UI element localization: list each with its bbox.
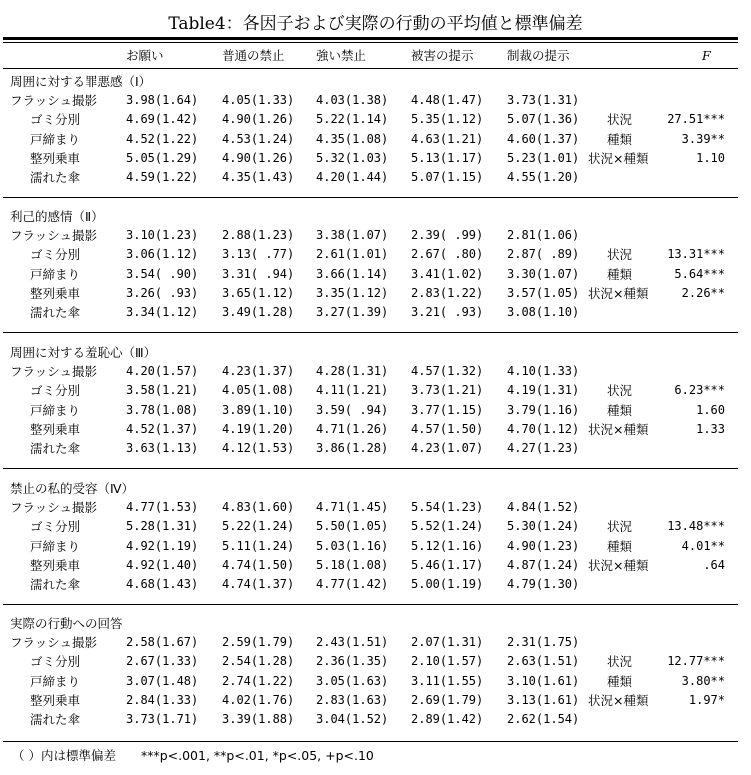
mean-sd-cell: 3.31( .94)	[222, 266, 295, 281]
mean-sd-cell: 5.52(1.24)	[411, 519, 484, 534]
f-value: 1.33	[696, 421, 725, 436]
effect-label: 状況	[607, 112, 633, 128]
mean-sd-cell: 4.35(1.08)	[316, 131, 389, 146]
mean-sd-cell: 4.74(1.37)	[222, 577, 295, 591]
mean-sd-cell: 3.89(1.10)	[222, 402, 295, 417]
mean-sd-cell: 4.71(1.26)	[316, 421, 389, 436]
table-row	[0, 575, 751, 594]
mean-sd-cell: 4.70(1.12)	[507, 421, 580, 436]
mean-sd-cell: 2.39( .99)	[411, 228, 484, 243]
mean-sd-cell: 4.55(1.20)	[507, 170, 580, 184]
mean-sd-cell: 4.90(1.23)	[507, 538, 580, 553]
mean-sd-cell: 2.67( .80)	[411, 247, 484, 262]
table-row	[0, 517, 751, 536]
table-row	[0, 401, 751, 420]
row-label: 戸締まり	[30, 266, 81, 282]
row-label: 整列乗車	[30, 150, 81, 166]
row-label: ゴミ分別	[30, 519, 81, 535]
table-row	[0, 110, 751, 129]
mean-sd-cell: 2.81(1.06)	[507, 228, 580, 243]
mean-sd-cell: 4.53(1.24)	[222, 131, 295, 146]
mean-sd-cell: 3.58(1.21)	[126, 383, 199, 398]
mean-sd-cell: 3.73(1.31)	[507, 93, 580, 108]
table-footnote: （ ）内は標準偏差 ***p<.001, **p<.01, *p<.05, +p<.10	[12, 748, 374, 763]
mean-sd-cell: 3.34(1.12)	[126, 305, 199, 319]
mean-sd-cell: 5.22(1.14)	[316, 112, 389, 127]
row-label: フラッシュ撮影	[10, 228, 98, 244]
table-row	[0, 303, 751, 322]
effect-label: 種類	[607, 266, 633, 282]
mean-sd-cell: 3.10(1.61)	[507, 673, 580, 688]
effect-label: 状況×種類	[588, 150, 649, 166]
table-row	[0, 91, 751, 110]
mean-sd-cell: 4.10(1.33)	[507, 364, 580, 379]
row-label: 戸締まり	[30, 673, 81, 689]
mean-sd-cell: 4.84(1.52)	[507, 500, 580, 515]
mean-sd-cell: 4.35(1.43)	[222, 170, 295, 184]
effect-label: 種類	[607, 673, 633, 689]
mean-sd-cell: 3.35(1.12)	[316, 285, 389, 300]
mean-sd-cell: 3.13( .77)	[222, 247, 295, 262]
mean-sd-cell: 4.20(1.57)	[126, 364, 199, 379]
col-header-onegai: お願い	[126, 48, 164, 63]
row-label: フラッシュ撮影	[10, 364, 98, 380]
mean-sd-cell: 3.79(1.16)	[507, 402, 580, 417]
section-divider	[3, 468, 738, 469]
mean-sd-cell: 3.38(1.07)	[316, 228, 389, 243]
mean-sd-cell: 2.58(1.67)	[126, 635, 199, 650]
mean-sd-cell: 3.65(1.12)	[222, 285, 295, 300]
effect-label: 状況×種類	[588, 557, 649, 573]
mean-sd-cell: 5.07(1.36)	[507, 112, 580, 127]
mean-sd-cell: 4.90(1.26)	[222, 150, 295, 165]
mean-sd-cell: 4.03(1.38)	[316, 93, 389, 108]
mean-sd-cell: 3.26( .93)	[126, 285, 199, 300]
row-label: ゴミ分別	[30, 383, 81, 399]
mean-sd-cell: 5.35(1.12)	[411, 112, 484, 127]
mean-sd-cell: 5.12(1.16)	[411, 538, 484, 553]
section-title	[0, 614, 751, 633]
bottom-rule	[3, 741, 738, 742]
mean-sd-cell: 2.67(1.33)	[126, 654, 199, 669]
effect-label: 種類	[607, 131, 633, 147]
col-header-tsuyoi-kinshi: 強い禁止	[316, 48, 367, 63]
table-row	[0, 362, 751, 381]
mean-sd-cell: 2.10(1.57)	[411, 654, 484, 669]
f-value: 5.64***	[674, 266, 725, 281]
mean-sd-cell: 4.83(1.60)	[222, 500, 295, 515]
top-rule	[3, 37, 738, 40]
row-label: ゴミ分別	[30, 247, 81, 263]
table-row	[0, 633, 751, 652]
f-value: 1.60	[696, 402, 725, 417]
section-divider	[3, 197, 738, 198]
mean-sd-cell: 5.30(1.24)	[507, 519, 580, 534]
effect-label: 状況×種類	[588, 285, 649, 301]
table-row	[0, 652, 751, 671]
section-title-text: 実際の行動への回答	[10, 616, 123, 631]
mean-sd-cell: 4.27(1.23)	[507, 441, 580, 455]
mean-sd-cell: 2.69(1.79)	[411, 692, 484, 707]
f-value: 27.51***	[667, 112, 725, 127]
mean-sd-cell: 5.07(1.15)	[411, 170, 484, 184]
mean-sd-cell: 5.18(1.08)	[316, 557, 389, 572]
mean-sd-cell: 4.92(1.19)	[126, 538, 199, 553]
section-title	[0, 207, 751, 226]
mean-sd-cell: 3.05(1.63)	[316, 673, 389, 688]
mean-sd-cell: 3.73(1.71)	[126, 712, 199, 726]
section-title-text: 周囲に対する羞恥心（Ⅲ）	[10, 345, 157, 360]
table-row	[0, 439, 751, 458]
table-row	[0, 149, 751, 168]
mean-sd-cell: 2.84(1.33)	[126, 692, 199, 707]
row-label: 濡れた傘	[30, 170, 81, 185]
table-row	[0, 420, 751, 439]
mean-sd-cell: 4.52(1.37)	[126, 421, 199, 436]
mean-sd-cell: 2.83(1.63)	[316, 692, 389, 707]
row-label: ゴミ分別	[30, 654, 81, 670]
mean-sd-cell: 3.98(1.64)	[126, 93, 199, 108]
table-row	[0, 710, 751, 729]
mean-sd-cell: 3.73(1.21)	[411, 383, 484, 398]
mean-sd-cell: 4.28(1.31)	[316, 364, 389, 379]
mean-sd-cell: 3.08(1.10)	[507, 305, 580, 319]
f-value: 13.48***	[667, 519, 725, 534]
mean-sd-cell: 4.68(1.43)	[126, 577, 199, 591]
col-header-seisai: 制裁の提示	[507, 48, 570, 63]
row-label: 整列乗車	[30, 285, 81, 301]
mean-sd-cell: 4.52(1.22)	[126, 131, 199, 146]
mean-sd-cell: 5.54(1.23)	[411, 500, 484, 515]
section-title	[0, 343, 751, 362]
row-label: 戸締まり	[30, 538, 81, 554]
effect-label: 状況	[607, 247, 633, 263]
mean-sd-cell: 5.23(1.01)	[507, 150, 580, 165]
mean-sd-cell: 4.59(1.22)	[126, 170, 199, 184]
mean-sd-cell: 5.46(1.17)	[411, 557, 484, 572]
table-row	[0, 226, 751, 245]
mean-sd-cell: 3.78(1.08)	[126, 402, 199, 417]
row-label: 整列乗車	[30, 557, 81, 573]
mean-sd-cell: 4.77(1.53)	[126, 500, 199, 515]
mean-sd-cell: 5.03(1.16)	[316, 538, 389, 553]
section-title-text: 利己的感情（Ⅱ）	[10, 209, 104, 224]
effect-label: 種類	[607, 402, 633, 418]
mean-sd-cell: 2.83(1.22)	[411, 285, 484, 300]
f-value: 12.77***	[667, 654, 725, 669]
table-row	[0, 284, 751, 303]
mean-sd-cell: 3.27(1.39)	[316, 305, 389, 319]
table-row	[0, 498, 751, 517]
mean-sd-cell: 3.04(1.52)	[316, 712, 389, 726]
row-label: 濡れた傘	[30, 441, 81, 456]
effect-label: 種類	[607, 538, 633, 554]
mean-sd-cell: 3.39(1.88)	[222, 712, 295, 726]
f-value: 13.31***	[667, 247, 725, 262]
effect-label: 状況×種類	[588, 692, 649, 708]
mean-sd-cell: 2.36(1.35)	[316, 654, 389, 669]
row-label: 戸締まり	[30, 402, 81, 418]
mean-sd-cell: 2.61(1.01)	[316, 247, 389, 262]
mean-sd-cell: 4.19(1.20)	[222, 421, 295, 436]
section-title-text: 禁止の私的受容（Ⅳ）	[10, 481, 135, 496]
mean-sd-cell: 2.89(1.42)	[411, 712, 484, 726]
f-value: .64	[703, 557, 725, 572]
col-header-f: F	[702, 48, 711, 63]
mean-sd-cell: 4.02(1.76)	[222, 692, 295, 707]
section-title	[0, 72, 751, 91]
top-rule-thin	[3, 42, 738, 43]
mean-sd-cell: 3.13(1.61)	[507, 692, 580, 707]
mean-sd-cell: 4.60(1.37)	[507, 131, 580, 146]
mean-sd-cell: 2.07(1.31)	[411, 635, 484, 650]
mean-sd-cell: 5.32(1.03)	[316, 150, 389, 165]
table-title: Table4：各因子および実際の行動の平均値と標準偏差	[168, 14, 583, 34]
mean-sd-cell: 3.06(1.12)	[126, 247, 199, 262]
mean-sd-cell: 3.57(1.05)	[507, 285, 580, 300]
mean-sd-cell: 3.63(1.13)	[126, 441, 199, 455]
section-title-text: 周囲に対する罪悪感（Ⅰ）	[10, 74, 152, 89]
row-label: 濡れた傘	[30, 305, 81, 320]
mean-sd-cell: 3.11(1.55)	[411, 673, 484, 688]
f-value: 1.97*	[688, 692, 725, 707]
col-header-higai: 被害の提示	[411, 48, 474, 63]
effect-label: 状況	[607, 383, 633, 399]
mean-sd-cell: 4.57(1.32)	[411, 364, 484, 379]
mean-sd-cell: 4.79(1.30)	[507, 577, 580, 591]
mean-sd-cell: 4.19(1.31)	[507, 383, 580, 398]
mean-sd-cell: 2.43(1.51)	[316, 635, 389, 650]
mean-sd-cell: 4.23(1.37)	[222, 364, 295, 379]
mean-sd-cell: 5.50(1.05)	[316, 519, 389, 534]
mean-sd-cell: 2.63(1.51)	[507, 654, 580, 669]
section-divider	[3, 604, 738, 605]
mean-sd-cell: 2.54(1.28)	[222, 654, 295, 669]
mean-sd-cell: 4.63(1.21)	[411, 131, 484, 146]
row-label: 整列乗車	[30, 421, 81, 437]
mean-sd-cell: 3.54( .90)	[126, 266, 199, 281]
mean-sd-cell: 2.87( .89)	[507, 247, 580, 262]
table-row	[0, 537, 751, 556]
mean-sd-cell: 3.59( .94)	[316, 402, 389, 417]
section-title	[0, 479, 751, 498]
table-row	[0, 168, 751, 187]
table-row	[0, 265, 751, 284]
effect-label: 状況×種類	[588, 421, 649, 437]
f-value: 3.39**	[681, 131, 725, 146]
mean-sd-cell: 4.57(1.50)	[411, 421, 484, 436]
mean-sd-cell: 3.30(1.07)	[507, 266, 580, 281]
mean-sd-cell: 3.10(1.23)	[126, 228, 199, 243]
mean-sd-cell: 4.92(1.40)	[126, 557, 199, 572]
effect-label: 状況	[607, 654, 633, 670]
table-row	[0, 556, 751, 575]
row-label: 濡れた傘	[30, 712, 81, 727]
mean-sd-cell: 3.77(1.15)	[411, 402, 484, 417]
col-header-futsu-kinshi: 普通の禁止	[222, 48, 285, 63]
mean-sd-cell: 4.71(1.45)	[316, 500, 389, 515]
mean-sd-cell: 5.05(1.29)	[126, 150, 199, 165]
effect-label: 状況	[607, 519, 633, 535]
mean-sd-cell: 4.74(1.50)	[222, 557, 295, 572]
row-label: フラッシュ撮影	[10, 635, 98, 651]
f-value: 1.10	[696, 150, 725, 165]
mean-sd-cell: 2.31(1.75)	[507, 635, 580, 650]
mean-sd-cell: 2.88(1.23)	[222, 228, 295, 243]
mean-sd-cell: 4.77(1.42)	[316, 577, 389, 591]
mean-sd-cell: 2.59(1.79)	[222, 635, 295, 650]
mean-sd-cell: 5.13(1.17)	[411, 150, 484, 165]
table-row	[0, 672, 751, 691]
header-rule	[3, 68, 738, 69]
table-row	[0, 245, 751, 264]
row-label: 戸締まり	[30, 131, 81, 147]
f-value: 2.26**	[681, 285, 725, 300]
mean-sd-cell: 5.22(1.24)	[222, 519, 295, 534]
mean-sd-cell: 5.00(1.19)	[411, 577, 484, 591]
mean-sd-cell: 4.05(1.33)	[222, 93, 295, 108]
section-divider	[3, 332, 738, 333]
f-value: 3.80**	[681, 673, 725, 688]
row-label: 整列乗車	[30, 692, 81, 708]
mean-sd-cell: 4.05(1.08)	[222, 383, 295, 398]
table-row	[0, 691, 751, 710]
row-label: ゴミ分別	[30, 112, 81, 128]
table-row	[0, 130, 751, 149]
mean-sd-cell: 4.20(1.44)	[316, 170, 389, 184]
mean-sd-cell: 3.49(1.28)	[222, 305, 295, 319]
mean-sd-cell: 5.11(1.24)	[222, 538, 295, 553]
mean-sd-cell: 2.62(1.54)	[507, 712, 580, 726]
row-label: フラッシュ撮影	[10, 93, 98, 109]
f-value: 4.01**	[681, 538, 725, 553]
mean-sd-cell: 4.87(1.24)	[507, 557, 580, 572]
table-row	[0, 381, 751, 400]
mean-sd-cell: 4.12(1.53)	[222, 441, 295, 455]
mean-sd-cell: 3.66(1.14)	[316, 266, 389, 281]
mean-sd-cell: 2.74(1.22)	[222, 673, 295, 688]
row-label: フラッシュ撮影	[10, 500, 98, 516]
mean-sd-cell: 4.23(1.07)	[411, 441, 484, 455]
mean-sd-cell: 4.90(1.26)	[222, 112, 295, 127]
mean-sd-cell: 3.86(1.28)	[316, 441, 389, 455]
mean-sd-cell: 4.48(1.47)	[411, 93, 484, 108]
mean-sd-cell: 3.41(1.02)	[411, 266, 484, 281]
mean-sd-cell: 4.11(1.21)	[316, 383, 389, 398]
mean-sd-cell: 4.69(1.42)	[126, 112, 199, 127]
f-value: 6.23***	[674, 383, 725, 398]
mean-sd-cell: 3.21( .93)	[411, 305, 484, 319]
mean-sd-cell: 3.07(1.48)	[126, 673, 199, 688]
row-label: 濡れた傘	[30, 577, 81, 592]
mean-sd-cell: 5.28(1.31)	[126, 519, 199, 534]
header-row	[0, 46, 751, 65]
